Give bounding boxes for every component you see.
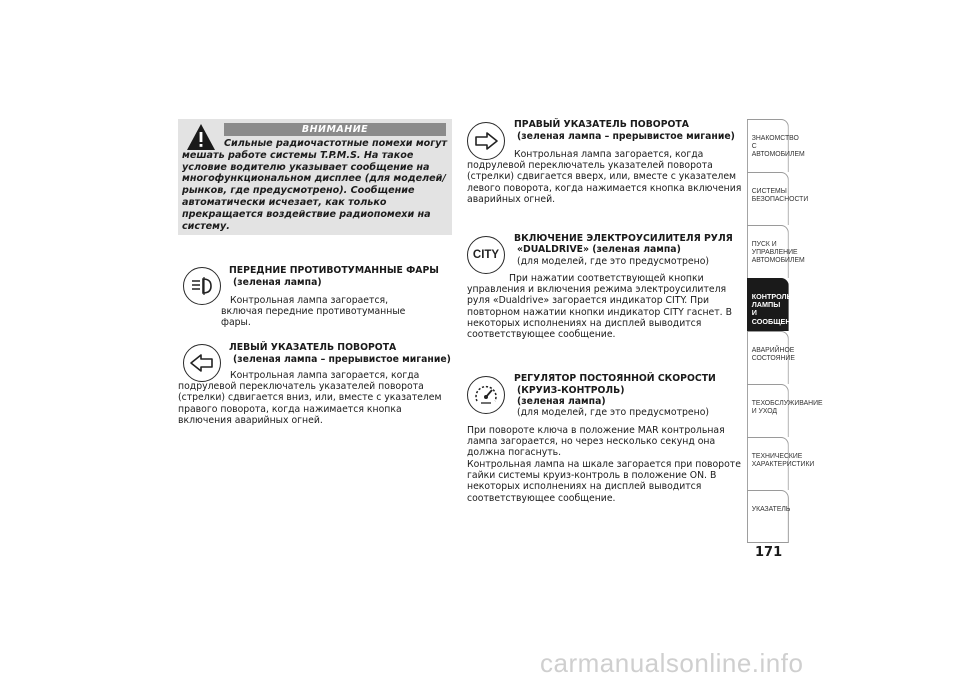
- tab-vehicle-intro[interactable]: ЗНАКОМСТВО С АВТОМОБИЛЕМ: [747, 119, 789, 172]
- right-turn-subtitle: (зеленая лампа – прерывистое мигание): [517, 131, 735, 142]
- left-turn-subtitle: (зеленая лампа – прерывистое мигание): [233, 354, 451, 365]
- warning-box: [178, 119, 452, 235]
- city-note: (для моделей, где это предусмотрено): [517, 256, 710, 267]
- warning-text: Сильные радиочастотные помехи могут мешать работе системы T.P.M.S. На такое условие водителю указывает сообщение на многофункциональном дисплее (для моделей/рынков, где предусмотрено). Сообщение автоматически исчезает, как только прекращается воздействие радиопомехи на систему.: [182, 138, 448, 232]
- warning-header: ВНИМАНИЕ: [224, 123, 446, 136]
- right-turn-title: ПРАВЫЙ УКАЗАТЕЛЬ ПОВОРОТА: [514, 119, 689, 130]
- fog-body: Контрольная лампа загорается, включая передние противотуманные фары.: [221, 295, 406, 329]
- tab-safety-systems[interactable]: СИСТЕМЫ БЕЗОПАСНОСТИ: [747, 172, 789, 225]
- cruise-body-1: При повороте ключа в положение MAR контрольная лампа загорается, но через несколько секунд она должна погаснуть.: [467, 425, 725, 459]
- cruise-title-line2: (КРУИЗ-КОНТРОЛЬ): [517, 385, 625, 396]
- left-turn-title: ЛЕВЫЙ УКАЗАТЕЛЬ ПОВОРОТА: [229, 342, 397, 353]
- left-turn-body: Контрольная лампа загорается, когда подрулевой переключатель указателей поворота (стрелки) сдвигается вниз, или, вместе с указателем правого поворота, когда нажимается кнопка включения аварийных огней.: [178, 370, 442, 426]
- cruise-control-icon: [467, 376, 505, 414]
- tab-warning-lights[interactable]: КОНТРОЛЬНЫЕ ЛАМПЫ И СООБЩЕНИЯ: [747, 278, 789, 331]
- city-title-line1: ВКЛЮЧЕНИЕ ЭЛЕКТРОУСИЛИТЕЛЯ РУЛЯ: [514, 233, 733, 244]
- fog-title: ПЕРЕДНИЕ ПРОТИВОТУМАННЫЕ ФАРЫ: [229, 265, 439, 276]
- cruise-title-line3: (зеленая лампа): [517, 396, 606, 407]
- tab-technical-specs[interactable]: ТЕХНИЧЕСКИЕ ХАРАКТЕРИСТИКИ: [747, 437, 789, 490]
- fog-subtitle: (зеленая лампа): [233, 277, 322, 288]
- tab-starting-driving[interactable]: ПУСК И УПРАВЛЕНИЕ АВТОМОБИЛЕМ: [747, 225, 789, 278]
- cruise-title-line1: РЕГУЛЯТОР ПОСТОЯННОЙ СКОРОСТИ: [514, 373, 716, 384]
- tab-index[interactable]: УКАЗАТЕЛЬ: [747, 490, 789, 543]
- city-indicator-icon: [467, 236, 505, 274]
- right-turn-body: Контрольная лампа загорается, когда подрулевой переключатель указателей поворота (стрелки) сдвигается вверх, или, вместе с указателем левого поворота, когда нажимается кнопка включения аварийных огней.: [467, 149, 742, 205]
- city-icon-text: CITY: [472, 249, 500, 261]
- city-body: При нажатии соответствующей кнопки управления и включения режима электроусилителя руля «Dualdrive» загорается индикатор CITY. При повторном нажатии кнопки индикатор CITY гаснет. В некоторых исполнениях на дисплей выводится соответствующее сообщение.: [467, 273, 732, 341]
- front-fog-light-icon: [183, 267, 221, 305]
- city-title-line2: «DUALDRIVE» (зеленая лампа): [517, 244, 681, 255]
- tab-emergency[interactable]: АВАРИЙНОЕ СОСТОЯНИЕ: [747, 331, 789, 384]
- cruise-body-2: Контрольная лампа на шкале загорается при повороте гайки системы круиз-контроль в положение ON. В некоторых исполнениях на дисплей выводится соответствующее сообщение.: [467, 459, 741, 504]
- tab-maintenance[interactable]: ТЕХОБСЛУЖИВАНИЕ И УХОД: [747, 384, 789, 437]
- page-number: 171: [755, 545, 783, 560]
- watermark: carmanualsonline.info: [540, 648, 804, 678]
- cruise-note: (для моделей, где это предусмотрено): [517, 407, 710, 418]
